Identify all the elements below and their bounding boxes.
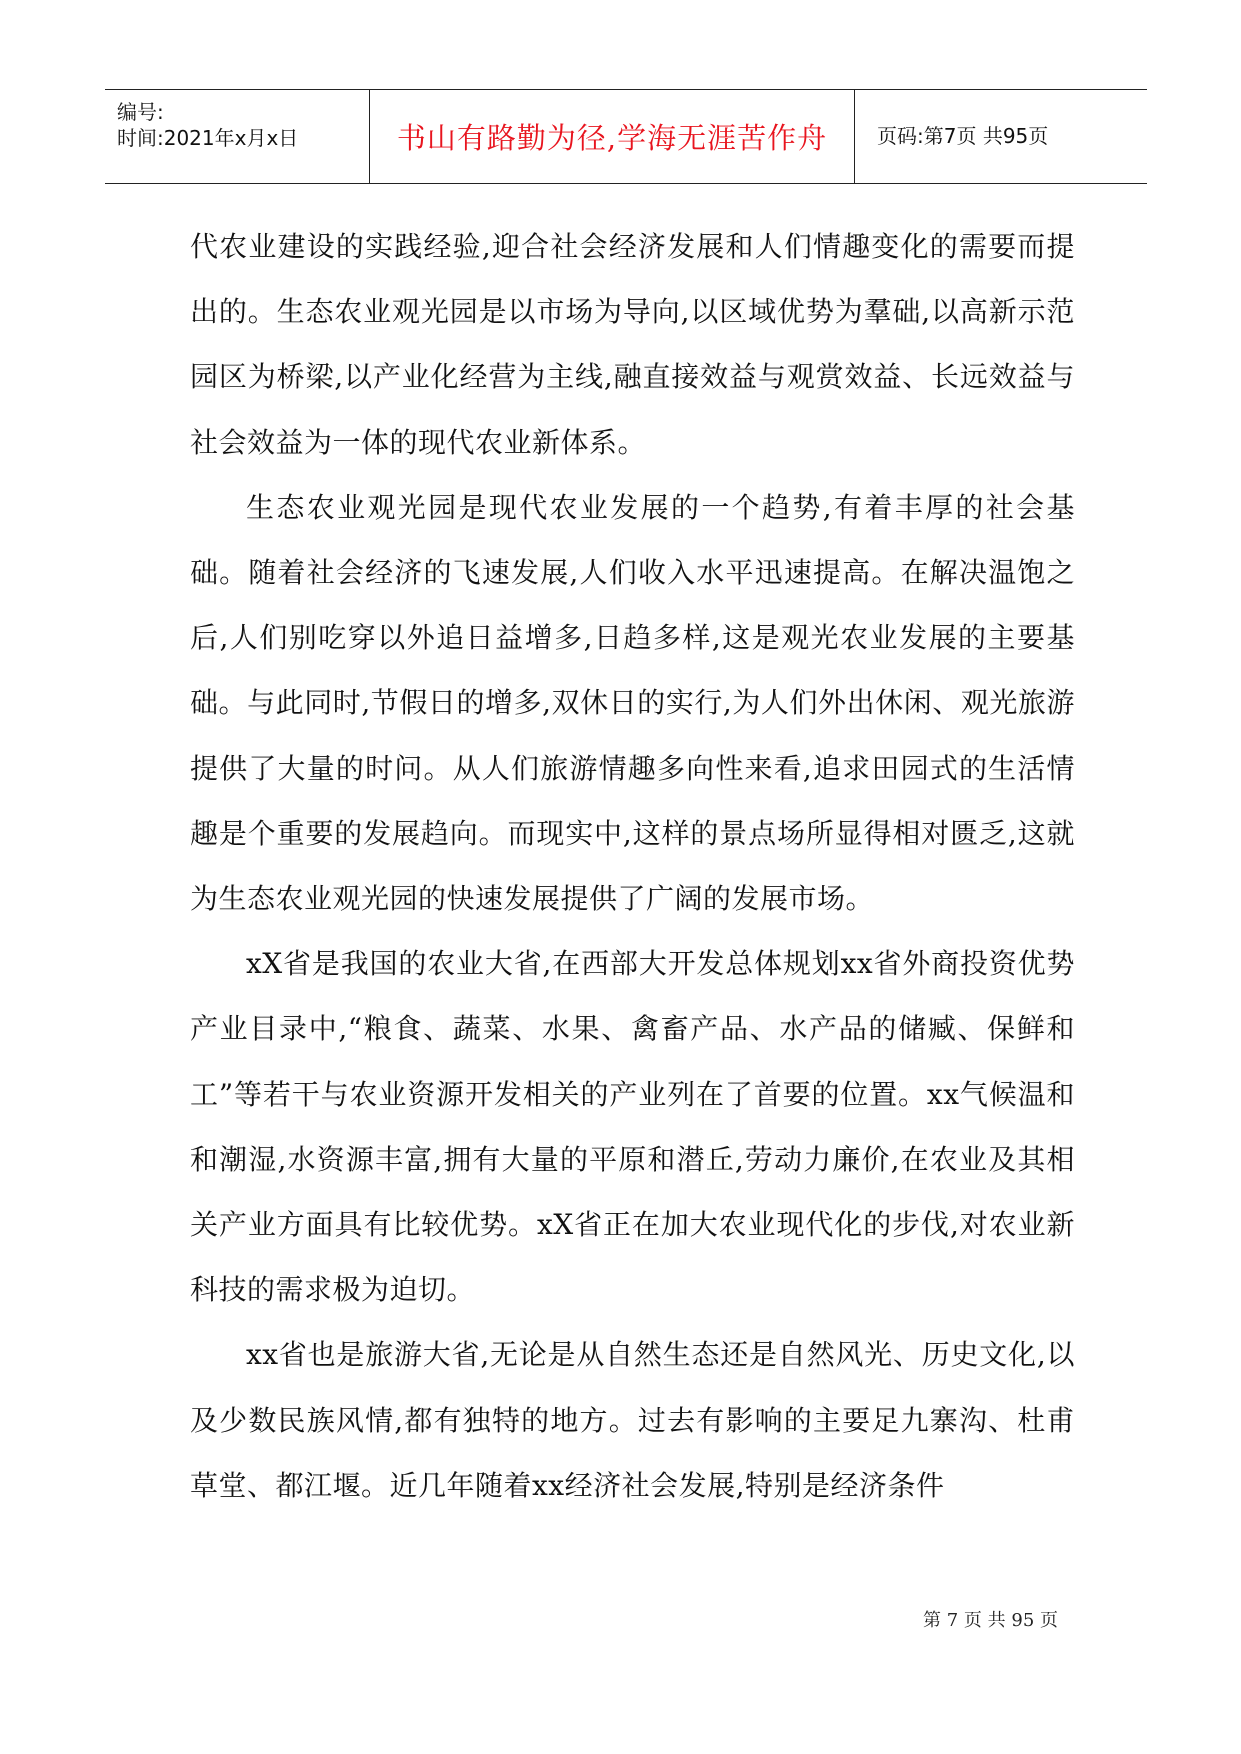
header-motto-cell bbox=[369, 90, 855, 183]
document-body bbox=[190, 214, 1075, 1518]
document-time-label: 时间:2021年x月x日 bbox=[117, 126, 299, 150]
paragraph: xX省是我国的农业大省,在西部大开发总体规划xx省外商投资优势产业目录中,“粮食、蔬菜、水果、禽畜产品、水产品的储臧、保鲜和工”等若干与农业资源开发相关的产业列在了首要的位置。xx气候温和和潮湿,水资源丰富,拥有大量的平原和潜丘,劳动力廉价,在农业及其相关产业方面具有比较优势。xX省正在加大农业现代化的步伐,对农业新科技的需求极为迫切。 bbox=[190, 947, 1075, 1307]
paragraph-continued: 代农业建设的实践经验,迎合社会经济发展和人们情趣变化的需要而提出的。生态农业观光园是以市场为导向,以区域优势为羣础,以高新示范园区为桥梁,以产业化经营为主线,融直接效益与观赏效益、长远效益与社会效益为一体的现代农业新体系。 bbox=[190, 230, 1075, 459]
page-footer: 第 7 页 共 95 页 bbox=[923, 1610, 1058, 1631]
header-page-info: 页码:第7页 共95页 bbox=[877, 124, 1049, 148]
header-motto: 书山有路勤为径,学海无涯苦作舟 bbox=[396, 121, 828, 155]
document-number-label: 编号: bbox=[117, 100, 164, 124]
paragraph: xx省也是旅游大省,无论是从自然生态还是自然风光、历史文化,以及少数民族风情,都有独特的地方。过去有影响的主要足九寨沟、杜甫草堂、都江堰。近几年随着xx经济社会发展,特别是经济条件 bbox=[190, 1338, 1075, 1502]
header-page-cell bbox=[855, 90, 1147, 183]
document-header bbox=[105, 89, 1147, 184]
header-info-cell bbox=[105, 90, 369, 183]
paragraph: 生态农业观光园是现代农业发展的一个趋势,有着丰厚的社会基础。随着社会经济的飞速发展,人们收入水平迅速提高。在解决温饱之后,人们别吃穿以外追日益增多,日趋多样,这是观光农业发展的主要基础。与此同时,节假日的增多,双休日的实行,为人们外出休闲、观光旅游提供了大量的时问。从人们旅游情趣多向性来看,追求田园式的生活情趣是个重要的发展趋向。而现实中,这样的景点场所显得相对匮乏,这就为生态农业观光园的快速发展提供了广阔的发展市场。 bbox=[190, 490, 1075, 916]
